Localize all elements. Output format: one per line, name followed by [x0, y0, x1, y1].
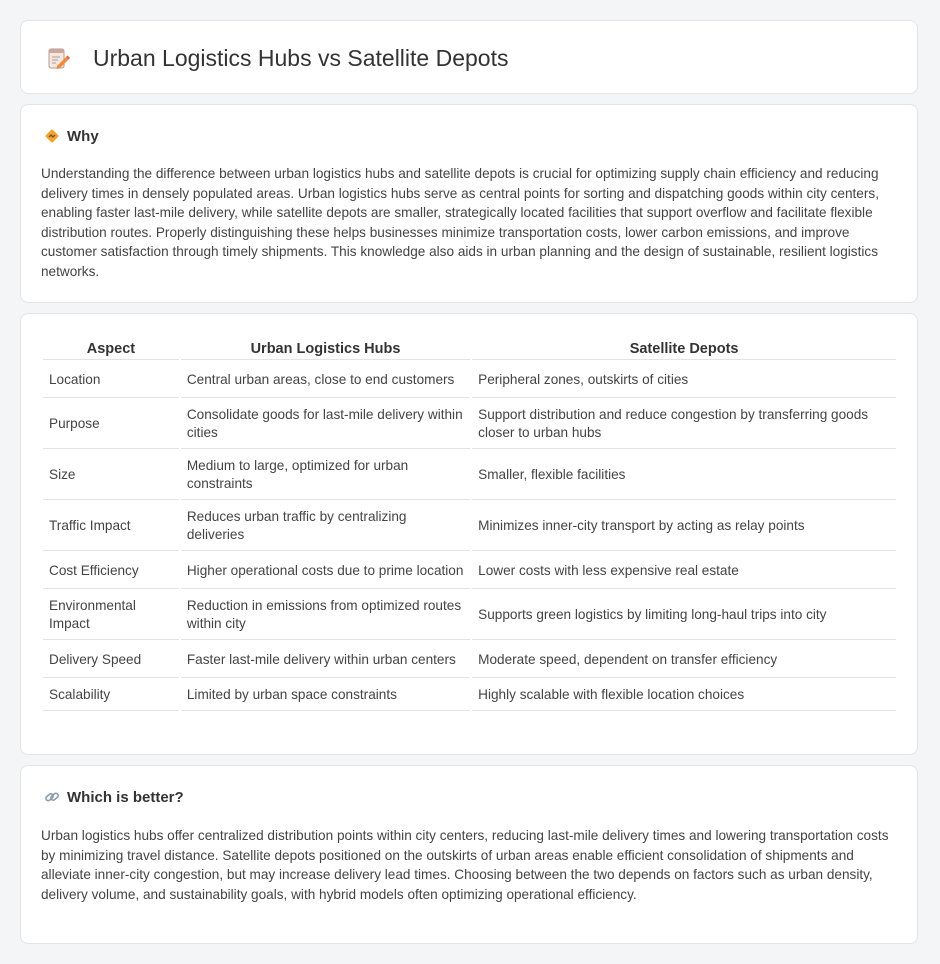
- satellite-depot-cell: Lower costs with less expensive real estate: [472, 553, 896, 589]
- link-icon: [43, 788, 61, 806]
- urban-hub-cell: Central urban areas, close to end customers: [181, 362, 470, 398]
- aspect-cell: Location: [43, 362, 179, 398]
- aspect-cell: Traffic Impact: [43, 502, 179, 551]
- diamond-signal-icon: [43, 127, 61, 145]
- page-title: Urban Logistics Hubs vs Satellite Depots: [93, 45, 509, 71]
- why-heading-row: [43, 127, 99, 145]
- why-paragraph: Understanding the difference between urban logistics hubs and satellite depots is crucial for optimizing supply chain efficiency and reducing delivery times in densely populated areas. Urban logistics hubs serve as central points for sorting and dispatching goods within city centers, enabling faster last-mile delivery, while satellite depots are smaller, strategically located facilities that support overflow and facilitate flexible distribution routes. Properly distinguishing these helps businesses minimize transportation costs, lower carbon emissions, and improve customer satisfaction through timely shipments. This knowledge also aids in urban planning and the design of sustainable, resilient logistics networks.: [41, 166, 879, 279]
- urban-hub-cell: Limited by urban space constraints: [181, 680, 470, 711]
- satellite-depot-cell: Highly scalable with flexible location choices: [472, 680, 896, 711]
- table-row: [43, 400, 896, 449]
- table-header-row: [43, 336, 896, 360]
- better-paragraph: Urban logistics hubs offer centralized distribution points within city centers, reducing last-mile delivery times and lowering transportation costs by minimizing travel distance. Satellite depots positioned on the outskirts of urban areas enable efficient consolidation of shipments and alleviate inner-city congestion, but may increase delivery lead times. Choosing between the two depends on factors such as urban density, delivery volume, and sustainability goals, with hybrid models often optimizing operational efficiency.: [41, 828, 889, 902]
- comparison-table: [41, 334, 898, 713]
- table-row: [43, 362, 896, 398]
- table-row: [43, 591, 896, 640]
- aspect-cell: Purpose: [43, 400, 179, 449]
- aspect-cell: Scalability: [43, 680, 179, 711]
- aspect-cell: Size: [43, 451, 179, 500]
- urban-hub-cell: Faster last-mile delivery within urban centers: [181, 642, 470, 678]
- document-edit-icon: [45, 46, 71, 72]
- satellite-depot-cell: Smaller, flexible facilities: [472, 451, 896, 500]
- urban-hub-cell: Reduces urban traffic by centralizing deliveries: [181, 502, 470, 551]
- column-header-aspect: Aspect: [43, 336, 179, 360]
- aspect-cell: Cost Efficiency: [43, 553, 179, 589]
- why-heading: Why: [67, 127, 99, 145]
- table-row: [43, 642, 896, 678]
- satellite-depot-cell: Peripheral zones, outskirts of cities: [472, 362, 896, 398]
- column-header-urban-hubs: Urban Logistics Hubs: [181, 336, 470, 360]
- column-header-satellite-depots: Satellite Depots: [472, 336, 896, 360]
- aspect-cell: Delivery Speed: [43, 642, 179, 678]
- satellite-depot-cell: Moderate speed, dependent on transfer efficiency: [472, 642, 896, 678]
- better-heading: Which is better?: [67, 788, 184, 806]
- title-card: [20, 20, 918, 94]
- table-row: [43, 502, 896, 551]
- comparison-section: [20, 313, 918, 755]
- satellite-depot-cell: Supports green logistics by limiting long-haul trips into city: [472, 591, 896, 640]
- urban-hub-cell: Higher operational costs due to prime location: [181, 553, 470, 589]
- urban-hub-cell: Medium to large, optimized for urban constraints: [181, 451, 470, 500]
- urban-hub-cell: Consolidate goods for last-mile delivery within cities: [181, 400, 470, 449]
- table-row: [43, 680, 896, 711]
- satellite-depot-cell: Minimizes inner-city transport by acting as relay points: [472, 502, 896, 551]
- title-row: [45, 45, 508, 72]
- aspect-cell: Environmental Impact: [43, 591, 179, 640]
- satellite-depot-cell: Support distribution and reduce congestion by transferring goods closer to urban hubs: [472, 400, 896, 449]
- table-row: [43, 553, 896, 589]
- better-heading-row: [43, 788, 184, 806]
- which-is-better-section: [20, 765, 918, 944]
- table-row: [43, 451, 896, 500]
- why-section: [20, 104, 918, 303]
- urban-hub-cell: Reduction in emissions from optimized routes within city: [181, 591, 470, 640]
